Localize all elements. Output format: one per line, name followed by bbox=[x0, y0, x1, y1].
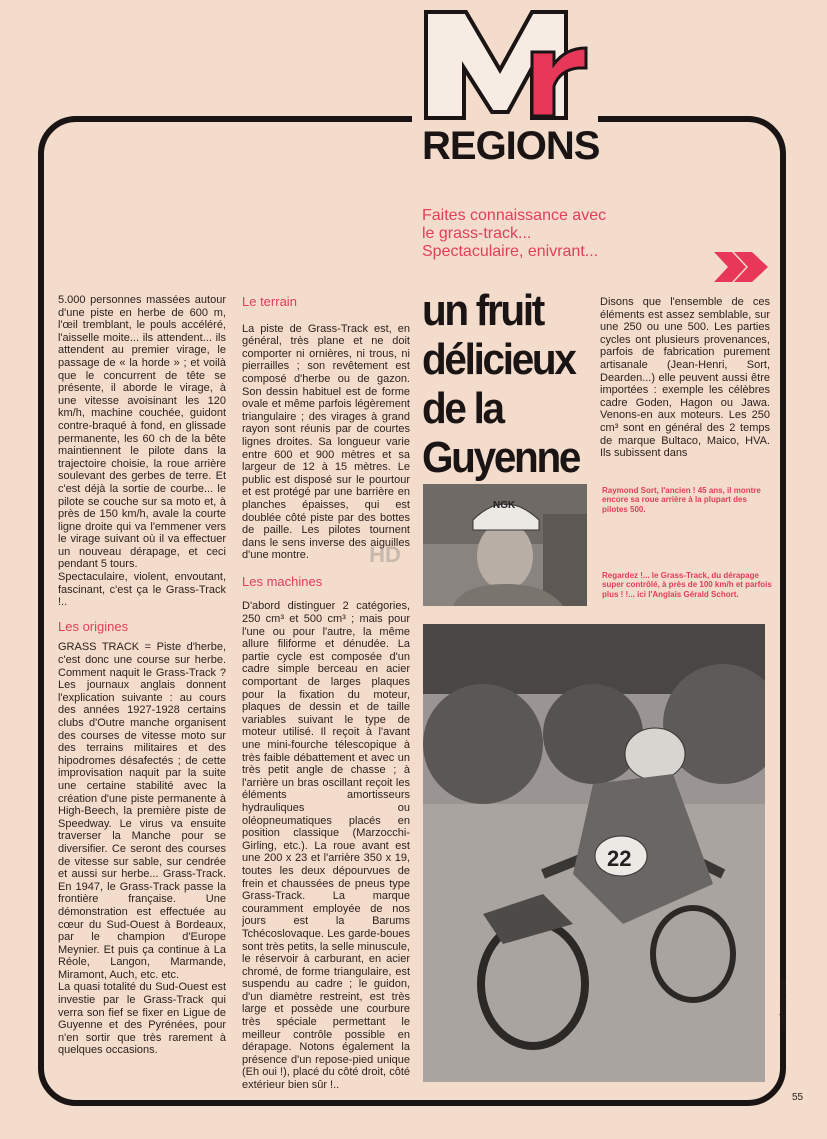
origines-paragraph-2: La quasi totalité du Sud-Ouest est investie par le Grass-Track qui verra son fief se fixer en Ligue de Guyenne et des Pyrénées, pour n'en sortir que très rarement à quelques occasions. bbox=[58, 981, 226, 1057]
column-3-paragraph: Disons que l'ensemble de ces éléments est assez semblable, sur une 250 ou une 500. Les parties cycles ont plusieurs provenances, parfois de fabrication purement artisanale (Jean-Henri, Sort, Dearden...) elle peuvent aussi être importées : exemple les célèbres cadre Goden, Hagon ou Jawa. Venons-en aux moteurs. Les 250 cm³ sont en général des 2 temps de marque Bultaco, Maico, HVA. Ils subissent dans bbox=[600, 296, 770, 460]
helmet-text: NGK bbox=[493, 500, 516, 511]
headline-line-1: un fruit bbox=[422, 286, 543, 335]
race-number: 22 bbox=[607, 846, 632, 871]
terrain-paragraph: La piste de Grass-Track est, en général, très plane et ne doit comporter ni ornières, ni trous, ni pierrailles ; son revêtement est composé d'herbe ou de gazon. Son dessin habituel est de forme ovale et même parfois légèrement triangulaire ; des virages à grand rayon sont réunis par de courtes lignes droites. Sa longueur varie entre 600 et 900 mètres et sa largeur de 12 à 15 mètres. Le public est disposé sur le pourtour et est protégé par une barrière en planches épaisses, qui est doublée côté piste par des bottes de paille. Les pilotes tournent dans le sens inverse des aiguilles d'une montre. bbox=[242, 322, 410, 562]
double-arrow-icon bbox=[712, 248, 770, 286]
headline-line-3: de la bbox=[422, 384, 503, 433]
column-2 bbox=[242, 296, 410, 1092]
column-1 bbox=[58, 294, 226, 1057]
mr-logo bbox=[420, 8, 596, 120]
caption-photo-1: Raymond Sort, l'ancien ! 45 ans, il montre encore sa roue arrière à la plupart des pilotes 500. bbox=[602, 486, 761, 514]
headline bbox=[422, 286, 584, 482]
origines-paragraph: GRASS TRACK = Piste d'herbe, c'est donc une course sur herbe. Comment naquit le Grass-Track ? Les journaux anglais donnent l'explication suivante : au cours des années 1927-1928 certains clubs d'Outre manche organisent des courses de vitesse moto sur des terrains militaires et des hipodromes désafectés ; de cette improvisation naquit par la suite une certaine stabilité avec la création d'une piste permanente à High-Beech, la première piste de Speedway. Le virus va ensuite traverser la Manche pour se diversifier. Ce seront des courses de vitesse sur sable, sur cendrée et aussi sur herbe... Grass-Track. En 1947, le Grass-Track passe la frontière française. Une démonstration est effectuée au cœur du Sud-Ouest à Bordeaux, par le champion d'Europe Meynier. Et puis ça continue à La Réole, Langon, Marmande, Miramont, Auch, etc. etc. bbox=[58, 641, 226, 981]
headline-line-4: Guyenne bbox=[422, 433, 580, 482]
intro-paragraph: 5.000 personnes massées autour d'une piste en herbe de 600 m, l'œil tremblant, le pouls accéléré, l'aisselle moite... ils attendent... ils attendent au premier virage, le passage de « la horde » ; et voilà que le concurrent de tête se présente, il aborde le virage, à une vitesse avoisinant les 120 km/h, machine couchée, guidont contre-braqué à fond, en glissade permanente, les 60 ch de la bête maintiennent le pilote dans la trajectoire choisie, la roue arrière soulevant des gerbes de terre. Et c'est déjà la sortie de courbe... le pilote se couche sur sa moto et, à près de 150 km/h, avale la courte ligne droite qui va l'emmener vers le virage suivant où il va effectuer un nouveau dérapage, et ceci pendant 5 tours. bbox=[58, 294, 226, 571]
publication-name: moto-revue bbox=[778, 979, 789, 1030]
watermark: HD bbox=[369, 542, 401, 567]
intro-paragraph-2: Spectaculaire, violent, envoutant, fascinant, c'est ça le Grass-Track !.. bbox=[58, 571, 226, 609]
portrait-photo bbox=[423, 484, 587, 606]
race-photo bbox=[423, 624, 765, 1082]
heading-terrain: Le terrain bbox=[242, 294, 297, 309]
headline-line-2: délicieux bbox=[422, 335, 575, 384]
section-title: REGIONS bbox=[422, 124, 600, 168]
heading-origines: Les origines bbox=[58, 618, 129, 634]
column-3 bbox=[600, 296, 770, 460]
teaser: Faites connaissance avec le grass-track... Spectaculaire, enivrant... bbox=[422, 207, 607, 260]
machines-paragraph: D'abord distinguer 2 catégories, 250 cm³ et 500 cm³ ; mais pour l'une ou pour l'autre, la même allure filiforme et dénudée. La partie cycle est composée d'un cadre simple berceau en acier comportant de larges plaques pour la fixation du moteur, plaques de dessin et de taille variables suivant le type de moteur utilisé. Il reçoit à l'avant une mini-fourche télescopique à très faible débattement et avec un très petit angle de chasse ; à l'arrière un bras oscillant reçoit les éléments amortisseurs hydrauliques ou oléopneumatiques placés en position classique (Marzocchi-Girling, etc.). La roue avant est une 200 x 23 et l'arrière 350 x 19, toutes les deux dépourvues de frein et chaussées de pneus type Grass-Track. La marque couramment employée de nos jours est la Barums Tchécoslovaque. Les garde-boues sont très petits, la selle minuscule, le réservoir à carburant, en acier chromé, de forme triangulaire, est suspendu au cadre ; le guidon, d'un diamètre restreint, est très large et possède une courbure très spéciale permettant le meilleur contrôle possible en dérapage. Notons également la présence d'un repose-pied unique (Eh oui !), placé du côté droit, côté extérieur bien sûr !.. bbox=[242, 600, 410, 1092]
heading-machines: Les machines bbox=[242, 573, 323, 589]
caption-photo-2: Regardez !... le Grass-Track, du dérapage super contrôlé, à près de 100 km/h et parfois plus ! !... ici l'Anglais Gérald Schort. bbox=[602, 571, 772, 599]
page-number: 55 bbox=[792, 1092, 804, 1103]
